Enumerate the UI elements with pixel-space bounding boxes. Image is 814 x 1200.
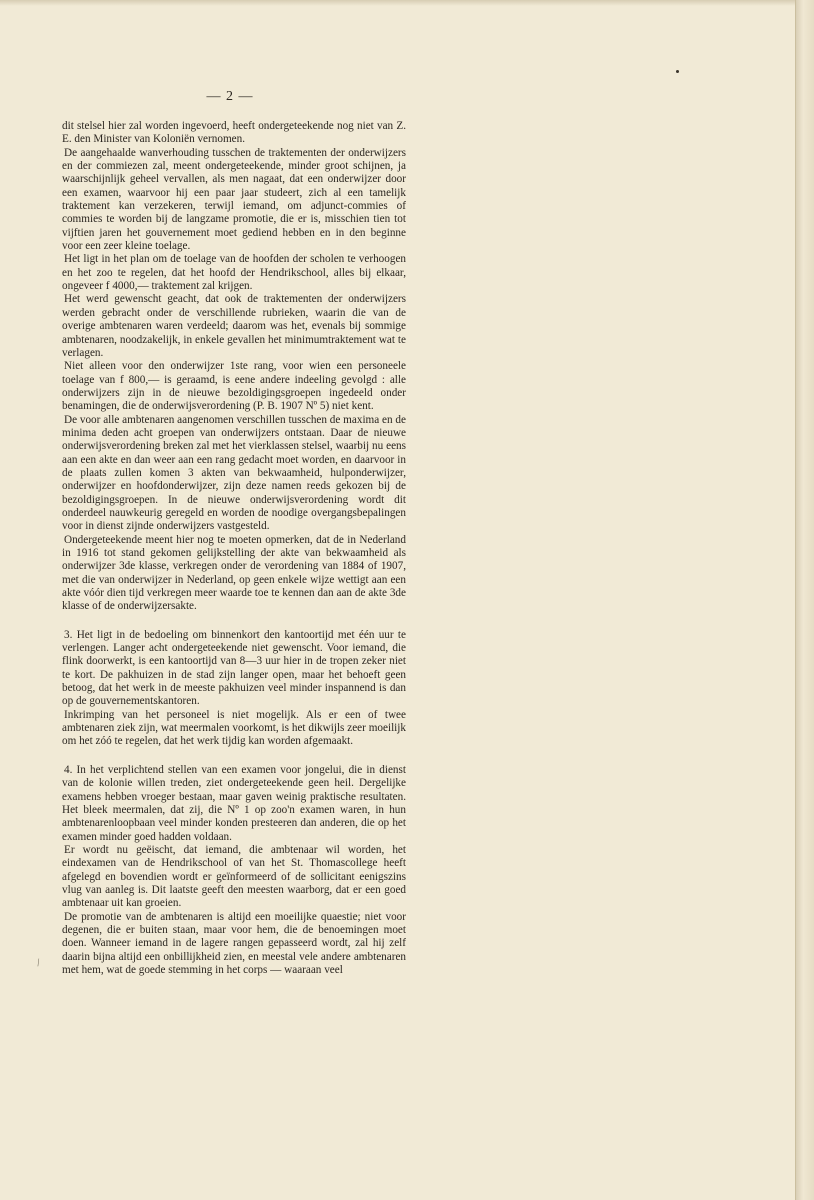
paragraph: 4. In het verplichtend stellen van een examen voor jongelui, die in dienst van de kolonie willen treden, ziet ondergeteekende geen heil. Dergelijke examens hebben vroeger bestaan, maar gaven weinig praktische resultaten. Het bleek meermalen, dat zij, die Nº 1 op zoo'n examen waren, in hun ambtenarenloopbaan veel minder konden presteeren dan anderen, die op het examen minder goed hadden voldaan. <box>62 763 406 843</box>
margin-mark: / <box>35 956 42 970</box>
paragraph: Ondergeteekende meent hier nog te moeten opmerken, dat de in Nederland in 1916 tot stand gekomen gelijkstelling der akte van bekwaamheid als onderwijzer 3de klasse, verkregen onder de verordening van 1884 of 1907, met die van onderwijzer in Nederland, op geen enkele wijze wettigt aan een akte vóór dien tijd verkregen meer waarde toe te kennen dan aan de akte 3de klasse of de onderwijzersakte. <box>62 533 406 613</box>
paragraph: Het ligt in het plan om de toelage van de hoofden der scholen te verhoogen en het zoo te regelen, dat het hoofd der Hendrikschool, alles bij elkaar, ongeveer f 4000,— traktement zal krijgen. <box>62 253 406 293</box>
paragraph: 3. Het ligt in de bedoeling om binnenkort den kantoortijd met één uur te verlengen. Langer acht ondergeteekende niet gewenscht. Voor iemand, die flink doorwerkt, is een kantoortijd van 8—3 uur hier in de tropen zeker niet te kort. De pakhuizen in de stad zijn langer open, maar het behoeft geen betoog, dat het werk in de meeste pakhuizen veel minder inspannend is dan op de gouvernementskantoren. <box>62 628 406 708</box>
page-number: — 2 — <box>206 89 254 104</box>
paragraph: De voor alle ambtenaren aangenomen verschillen tusschen de maxima en de minima deden acht groepen van onderwijzers ontstaan. Daar de nieuwe onderwijsverordening breken zal met het vierklassen stelsel, waarbij nu eens aan een akte en dan weer aan een rang gedacht moet worden, en daarvoor in de plaats zullen komen 3 akten van bekwaamheid, hulponderwijzer, onderwijzer en hoofdonderwijzer, zijn deze namen reeds gekozen bij de bezoldigingsgroepen. In de nieuwe onderwijsverordening wordt dit onderdeel nauwkeurig geregeld en worden de noodige overgangsbepalingen voor in dienst zijnde onderwijzers vastgesteld. <box>62 413 406 533</box>
document-body <box>62 120 406 977</box>
paragraph: Inkrimping van het personeel is niet mogelijk. Als er een of twee ambtenaren ziek zijn, wat meermalen voorkomt, is het dikwijls zeer moeilijk om het zóó te regelen, dat het werk tijdig kan worden afgemaakt. <box>62 708 406 748</box>
page-right-edge <box>795 0 814 1200</box>
paragraph: dit stelsel hier zal worden ingevoerd, heeft ondergeteekende nog niet van Z. E. den Minister van Koloniën vernomen. <box>62 120 406 146</box>
paragraph: Niet alleen voor den onderwijzer 1ste rang, voor wien een personeele toelage van f 800,— is geraamd, is eene andere indeeling gevolgd : alle onderwijzers zijn in de nieuwe bezoldigingsgroepen ingedeeld onder benamingen, die de onderwijsverordening (P. B. 1907 Nº 5) niet kent. <box>62 360 406 413</box>
section-gap <box>62 614 406 629</box>
page-top-edge <box>0 0 814 6</box>
section-gap <box>62 749 406 764</box>
paragraph: Er wordt nu geëischt, dat iemand, die ambtenaar wil worden, het eindexamen van de Hendrikschool of van het St. Thomascollege heeft afgelegd en bovendien wordt er geïnformeerd of de sollicitant eenigszins vlug van aanleg is. Dit laatste geeft den meesten waarborg, dat er een goed ambtenaar uit kan groeien. <box>62 843 406 910</box>
paragraph: De promotie van de ambtenaren is altijd een moeilijke quaestie; niet voor degenen, die er buiten staan, maar voor hem, die de benoemingen moet doen. Wanneer iemand in de lagere rangen gepasseerd wordt, zal hij zelf daarin bijna altijd een onbillijkheid zien, en meestal vele andere ambtenaren met hem, wat de goede stemming in het corps — waaraan veel <box>62 910 406 976</box>
paragraph: De aangehaalde wanverhouding tusschen de traktementen der onderwijzers en der commiezen zal, meent ondergeteekende, minder groot schijnen, ja waarschijnlijk geheel vervallen, als men nagaat, dat een onderwijzer door een examen, waarvoor hij een paar jaar studeert, zich al een tamelijk traktement kan verzekeren, terwijl iemand, om adjunct-commies of commies te worden bij de langzame promotie, die er is, misschien tien tot vijftien jaren het gouvernement moet gediend hebben en in den beginne voor een zeer kleine toelage. <box>62 146 406 253</box>
paragraph: Het werd gewenscht geacht, dat ook de traktementen der onderwijzers werden gebracht onder de verschillende rubrieken, waarin die van de overige ambtenaren waren verdeeld; daarom was het, evenals bij sommige ambtenaren, noodzakelijk, in enkele gevallen het minimumtraktement wat te verlagen. <box>62 293 406 359</box>
ink-dot <box>676 70 679 73</box>
